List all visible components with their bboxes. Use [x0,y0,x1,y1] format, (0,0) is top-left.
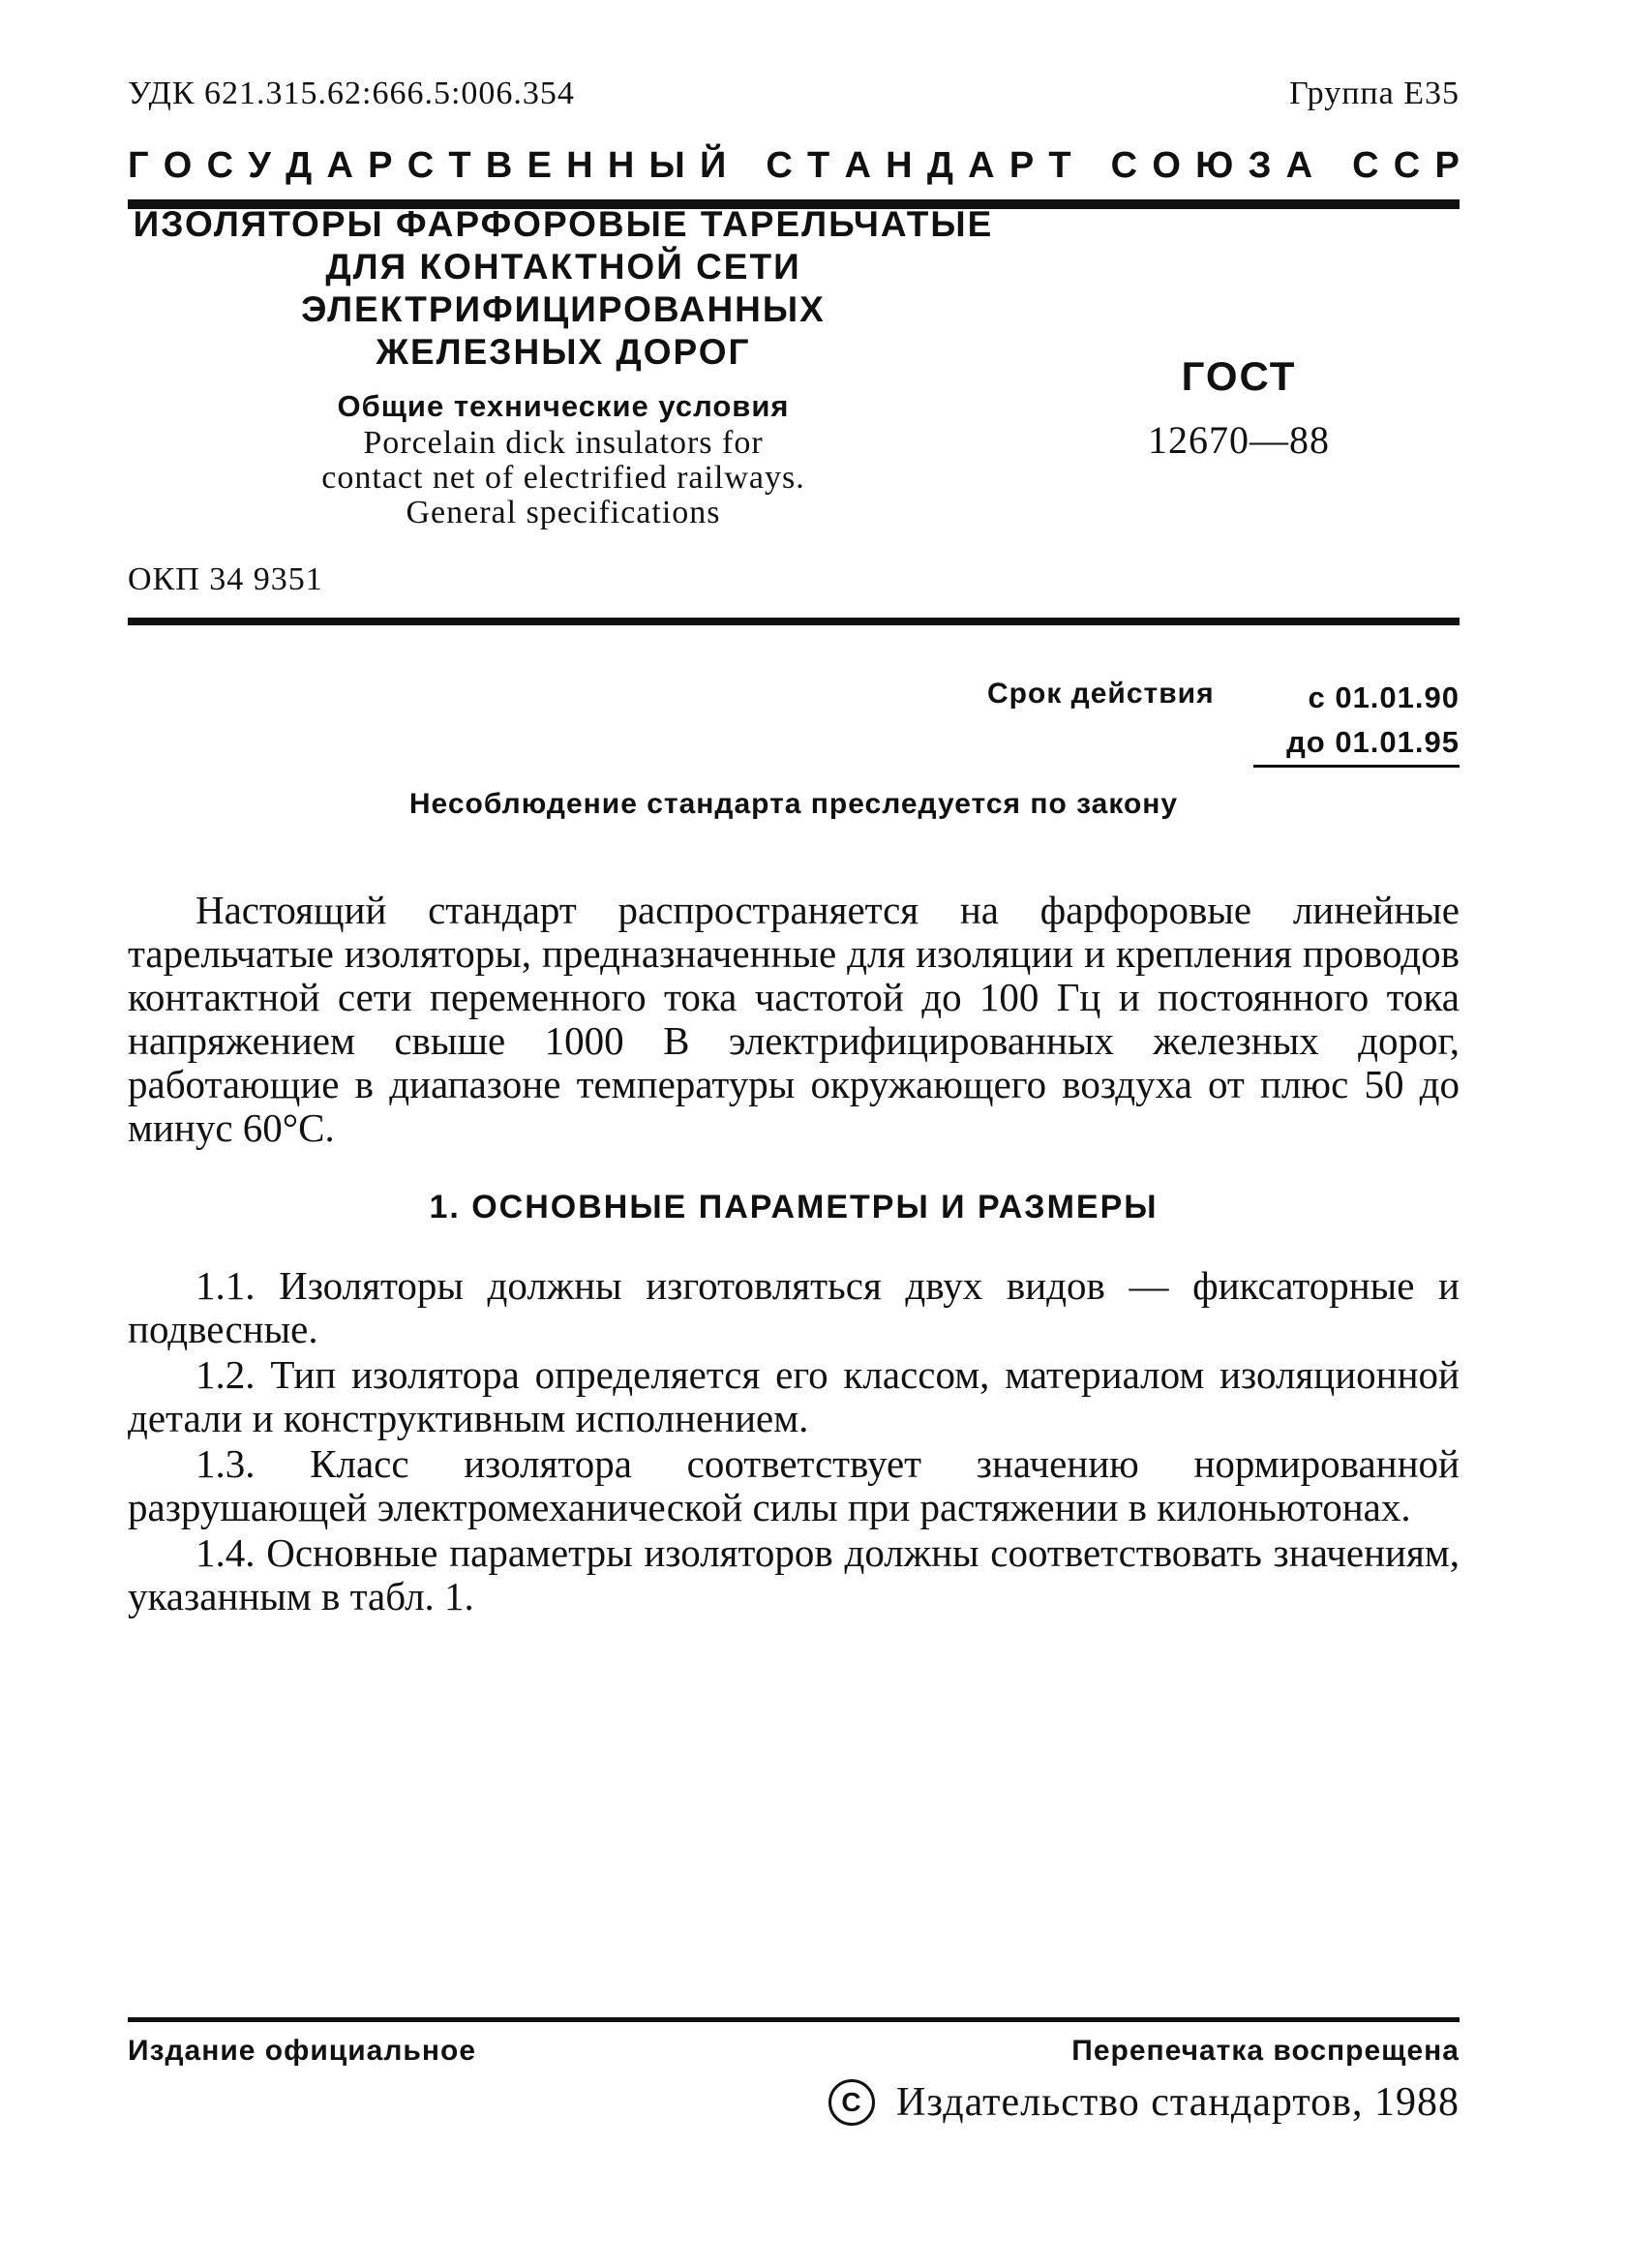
state-standard-letter: Ы [648,145,685,186]
state-standard-letter: Д [286,145,313,186]
english-title-line: Porcelain dick insulators for [363,425,764,461]
title-line: ИЗОЛЯТОРЫ ФАРФОРОВЫЕ ТАРЕЛЬЧАТЫЕ [133,204,994,244]
publisher-name: Издательство стандартов, 1988 [896,2080,1460,2125]
state-standard-letter: Р [1434,145,1460,186]
state-standard-letter [1086,145,1097,187]
section-title: 1. ОСНОВНЫЕ ПАРАМЕТРЫ И РАЗМЕРЫ [429,1189,1159,1225]
state-standard-letter: Р [1009,145,1035,186]
group-code: Группа Е35 [1289,76,1460,111]
title-line: ДЛЯ КОНТАКТНОЙ СЕТИ [325,247,801,287]
state-standard-letter: А [968,145,995,186]
state-standard-letter: С [1393,145,1421,186]
copyright-icon: C [828,2079,875,2126]
clause-paragraph: 1.3. Класс изолятора соответствует значению нормированной разрушающей электромеханической силы при растяжении в килоньютонах. [128,1441,1460,1529]
title-block [128,203,999,530]
state-standard-letter: А [1285,145,1313,186]
state-standard-letter: О [1152,145,1181,186]
state-standard-heading [128,145,1460,187]
reprint-notice: Перепечатка воспрещена [1071,2035,1460,2067]
clause-paragraph: 1.4. Основные параметры изоляторов должны соответствовать значениям, указанным в табл. 1. [128,1530,1460,1618]
state-standard-letter: С [1352,145,1379,186]
clauses-list [128,1264,1460,1620]
state-standard-letter: С [1110,145,1138,186]
title-subtitle: Общие технические условия [337,389,790,423]
intro-paragraph: Настоящий стандарт распространяется на фарфоровые линейные тарельчатые изоляторы, предназначенные для изоляции и крепления проводов контактной сети переменного тока частотой до 100 Гц и постоянного тока напряжением свыше 1000 В электрифицированных железных дорог, работающие в диапазоне температуры окружающего воздуха от плюс 50 до минус 60°С. [128,888,1460,1150]
law-notice: Несоблюдение стандарта преследуется по закону [408,788,1179,820]
state-standard-letter [741,145,752,187]
gost-block [1094,353,1384,463]
state-standard-letter: Т [807,145,830,186]
english-title-line: General specifications [406,495,721,530]
publisher-line [828,2079,1460,2126]
state-standard-letter: Г [128,145,149,186]
state-standard-letter: Д [926,145,953,186]
validity-dates [1286,676,1460,765]
clause-paragraph: 1.2. Тип изолятора определяется его классом, материалом изоляционной детали и конструктивным исполнением. [128,1352,1460,1440]
clause-paragraph: 1.1. Изоляторы должны изготовляться двух видов — фиксаторные и подвесные. [128,1263,1460,1351]
gost-label: ГОСТ [1181,353,1297,399]
udk-code: УДК 621.315.62:666.5:006.354 [128,76,575,111]
gost-number: 12670—88 [1148,418,1330,462]
state-standard-letter [1327,145,1338,187]
state-standard-letter: Т [448,145,471,186]
state-standard-letter: А [844,145,871,186]
footer-rule [128,2017,1460,2022]
state-standard-letter: Е [527,145,552,186]
state-standard-letter: Т [1048,145,1071,186]
validity-underline [1253,765,1460,768]
state-standard-letter: О [163,145,193,186]
state-standard-letter: У [248,145,271,186]
state-standard-letter: Й [699,145,727,186]
state-standard-letter: Р [368,145,393,186]
state-standard-letter: Н [607,145,635,186]
title-line: ЭЛЕКТРИФИЦИРОВАННЫХ [301,289,826,329]
state-standard-letter: В [485,145,513,186]
title-line: ЖЕЛЕЗНЫХ ДОРОГ [376,332,751,372]
validity-label: Срок действия [987,678,1215,710]
title-bottom-rule [128,618,1460,625]
state-standard-letter: З [1248,145,1272,186]
state-standard-letter: Н [886,145,913,186]
state-standard-letter: Ю [1195,145,1234,186]
validity-to: до 01.01.95 [1286,725,1460,759]
state-standard-letter: С [406,145,435,186]
state-standard-letter: А [326,145,353,186]
state-standard-letter: С [206,145,234,186]
state-standard-letter: С [766,145,793,186]
edition-label: Издание официальное [128,2035,477,2067]
state-standard-letter: Н [566,145,593,186]
validity-from: с 01.01.90 [1308,680,1460,714]
okp-code: ОКП 34 9351 [128,561,323,597]
english-title-line: contact net of electrified railways. [321,460,805,496]
